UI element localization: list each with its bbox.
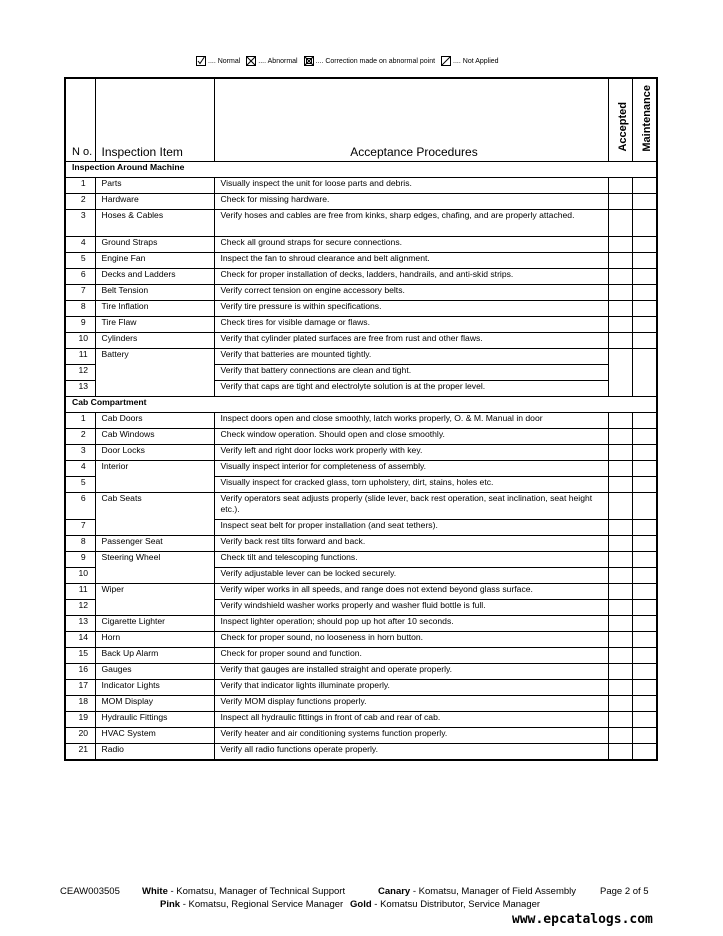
header-accepted: Accepted — [608, 78, 632, 162]
legend-not-applied: .... Not Applied — [441, 56, 499, 66]
table-row: 6 Decks and Ladders Check for proper installation of decks, ladders, handrails, and anti-skid strips. — [65, 269, 657, 285]
table-row: 19 Hydraulic Fittings Inspect all hydraulic fittings in front of cab and rear of cab. — [65, 712, 657, 728]
crossed-box-icon — [246, 56, 256, 66]
legend-abnormal: .... Abnormal — [246, 56, 297, 66]
maintenance-checkbox[interactable] — [632, 317, 657, 333]
maintenance-checkbox[interactable] — [632, 285, 657, 301]
accepted-checkbox[interactable] — [608, 349, 632, 397]
table-row: 17 Indicator Lights Verify that indicator lights illuminate properly. — [65, 680, 657, 696]
maintenance-checkbox[interactable] — [632, 194, 657, 210]
maintenance-checkbox[interactable] — [632, 616, 657, 632]
accepted-checkbox[interactable] — [608, 712, 632, 728]
maintenance-checkbox[interactable] — [632, 445, 657, 461]
maintenance-checkbox[interactable] — [632, 744, 657, 761]
page-number: Page 2 of 5 — [600, 886, 649, 897]
table-row: 10 Cylinders Verify that cylinder plated surfaces are free from rust and other flaws. — [65, 333, 657, 349]
table-row: 9 Steering Wheel Check tilt and telescoping functions. — [65, 552, 657, 568]
accepted-checkbox[interactable] — [608, 648, 632, 664]
table-row: 7 Inspect seat belt for proper installation (and seat tethers). — [65, 520, 657, 536]
footer-row-1 — [60, 886, 670, 897]
maintenance-checkbox[interactable] — [632, 696, 657, 712]
accepted-checkbox[interactable] — [608, 728, 632, 744]
accepted-checkbox[interactable] — [608, 333, 632, 349]
maintenance-checkbox[interactable] — [632, 600, 657, 616]
checked-box-icon — [196, 56, 206, 66]
accepted-checkbox[interactable] — [608, 744, 632, 761]
maintenance-checkbox[interactable] — [632, 552, 657, 568]
document-code: CEAW003505 — [60, 886, 120, 897]
maintenance-checkbox[interactable] — [632, 333, 657, 349]
maintenance-checkbox[interactable] — [632, 269, 657, 285]
table-row: 13 Verify that caps are tight and electrolyte solution is at the proper level. — [65, 381, 657, 397]
accepted-checkbox[interactable] — [608, 568, 632, 584]
table-row: 14 Horn Check for proper sound, no looseness in horn button. — [65, 632, 657, 648]
accepted-checkbox[interactable] — [608, 584, 632, 600]
accepted-checkbox[interactable] — [608, 520, 632, 536]
header-row — [65, 78, 657, 162]
accepted-checkbox[interactable] — [608, 253, 632, 269]
section-header: Cab Compartment — [65, 397, 657, 413]
accepted-checkbox[interactable] — [608, 445, 632, 461]
table-row: 21 Radio Verify all radio functions operate properly. — [65, 744, 657, 761]
table-row: 2 Cab Windows Check window operation. Should open and close smoothly. — [65, 429, 657, 445]
accepted-checkbox[interactable] — [608, 285, 632, 301]
accepted-checkbox[interactable] — [608, 600, 632, 616]
table-row: 2 Hardware Check for missing hardware. — [65, 194, 657, 210]
accepted-checkbox[interactable] — [608, 552, 632, 568]
accepted-checkbox[interactable] — [608, 461, 632, 477]
footer — [60, 886, 670, 910]
header-maintenance: Maintenance — [632, 78, 657, 162]
accepted-checkbox[interactable] — [608, 664, 632, 680]
table-row: 5 Visually inspect for cracked glass, torn upholstery, dirt, stains, holes etc. — [65, 477, 657, 493]
maintenance-checkbox[interactable] — [632, 477, 657, 493]
table-row: 7 Belt Tension Verify correct tension on engine accessory belts. — [65, 285, 657, 301]
maintenance-checkbox[interactable] — [632, 349, 657, 397]
legend-corrected: .... Correction made on abnormal point — [304, 56, 435, 66]
maintenance-checkbox[interactable] — [632, 680, 657, 696]
maintenance-checkbox[interactable] — [632, 178, 657, 194]
accepted-checkbox[interactable] — [608, 317, 632, 333]
watermark: www.epcatalogs.com — [512, 912, 653, 927]
table-row: 20 HVAC System Verify heater and air conditioning systems function properly. — [65, 728, 657, 744]
legend — [196, 56, 499, 66]
accepted-checkbox[interactable] — [608, 680, 632, 696]
section-header: Inspection Around Machine — [65, 162, 657, 178]
header-acceptance-procedures: Acceptance Procedures — [214, 78, 608, 162]
header-no: N o. — [65, 78, 95, 162]
accepted-checkbox[interactable] — [608, 536, 632, 552]
accepted-checkbox[interactable] — [608, 616, 632, 632]
maintenance-checkbox[interactable] — [632, 728, 657, 744]
accepted-checkbox[interactable] — [608, 413, 632, 429]
maintenance-checkbox[interactable] — [632, 253, 657, 269]
table-row: 8 Tire Inflation Verify tire pressure is within specifications. — [65, 301, 657, 317]
table-row: 1 Parts Visually inspect the unit for loose parts and debris. — [65, 178, 657, 194]
accepted-checkbox[interactable] — [608, 493, 632, 520]
maintenance-checkbox[interactable] — [632, 493, 657, 520]
distribution-canary: Canary - Komatsu, Manager of Field Assembly — [378, 886, 577, 897]
accepted-checkbox[interactable] — [608, 194, 632, 210]
distribution-white: White - Komatsu, Manager of Technical Support — [142, 886, 346, 897]
table-row: 8 Passenger Seat Verify back rest tilts forward and back. — [65, 536, 657, 552]
accepted-checkbox[interactable] — [608, 210, 632, 237]
maintenance-checkbox[interactable] — [632, 536, 657, 552]
table-row: 1 Cab Doors Inspect doors open and close smoothly, latch works properly, O. & M. Manual in door — [65, 413, 657, 429]
table-row: 12 Verify windshield washer works properly and washer fluid bottle is full. — [65, 600, 657, 616]
maintenance-checkbox[interactable] — [632, 712, 657, 728]
maintenance-checkbox[interactable] — [632, 461, 657, 477]
accepted-checkbox[interactable] — [608, 301, 632, 317]
table-row: 3 Hoses & Cables Verify hoses and cables are free from kinks, sharp edges, chafing, and are properly attached. — [65, 210, 657, 237]
maintenance-checkbox[interactable] — [632, 429, 657, 445]
table-row: 11 Battery Verify that batteries are mounted tightly. — [65, 349, 657, 365]
accepted-checkbox[interactable] — [608, 696, 632, 712]
maintenance-checkbox[interactable] — [632, 413, 657, 429]
accepted-checkbox[interactable] — [608, 632, 632, 648]
table-row: 3 Door Locks Verify left and right door locks work properly with key. — [65, 445, 657, 461]
maintenance-checkbox[interactable] — [632, 568, 657, 584]
legend-normal: .... Normal — [196, 56, 240, 66]
table-row: 11 Wiper Verify wiper works in all speeds, and range does not extend beyond glass surface. — [65, 584, 657, 600]
distribution-pink: Pink - Komatsu, Regional Service Manager — [160, 899, 344, 910]
table-row: 9 Tire Flaw Check tires for visible damage or flaws. — [65, 317, 657, 333]
maintenance-checkbox[interactable] — [632, 664, 657, 680]
table-row: 16 Gauges Verify that gauges are installed straight and operate properly. — [65, 664, 657, 680]
table-row: 18 MOM Display Verify MOM display functions properly. — [65, 696, 657, 712]
corrected-box-icon — [304, 56, 314, 66]
table-row: 4 Ground Straps Check all ground straps for secure connections. — [65, 237, 657, 253]
table-row: 6 Cab Seats Verify operators seat adjusts properly (slide lever, back rest operation, seat inclination, seat height etc.). — [65, 493, 657, 520]
maintenance-checkbox[interactable] — [632, 584, 657, 600]
table-row: 13 Cigarette Lighter Inspect lighter operation; should pop up hot after 10 seconds. — [65, 616, 657, 632]
slashed-box-icon — [441, 56, 451, 66]
maintenance-checkbox[interactable] — [632, 237, 657, 253]
table-row: 10 Verify adjustable lever can be locked securely. — [65, 568, 657, 584]
maintenance-checkbox[interactable] — [632, 301, 657, 317]
table-row: 4 Interior Visually inspect interior for completeness of assembly. — [65, 461, 657, 477]
accepted-checkbox[interactable] — [608, 178, 632, 194]
distribution-gold: Gold - Komatsu Distributor, Service Manager — [350, 899, 541, 910]
accepted-checkbox[interactable] — [608, 477, 632, 493]
table-row: 15 Back Up Alarm Check for proper sound and function. — [65, 648, 657, 664]
maintenance-checkbox[interactable] — [632, 520, 657, 536]
footer-row-2 — [60, 899, 670, 910]
accepted-checkbox[interactable] — [608, 429, 632, 445]
table-row: 12 Verify that battery connections are clean and tight. — [65, 365, 657, 381]
maintenance-checkbox[interactable] — [632, 632, 657, 648]
maintenance-checkbox[interactable] — [632, 648, 657, 664]
inspection-table — [64, 77, 658, 761]
header-inspection-item: Inspection Item — [95, 78, 214, 162]
accepted-checkbox[interactable] — [608, 237, 632, 253]
table-row: 5 Engine Fan Inspect the fan to shroud clearance and belt alignment. — [65, 253, 657, 269]
maintenance-checkbox[interactable] — [632, 210, 657, 237]
accepted-checkbox[interactable] — [608, 269, 632, 285]
